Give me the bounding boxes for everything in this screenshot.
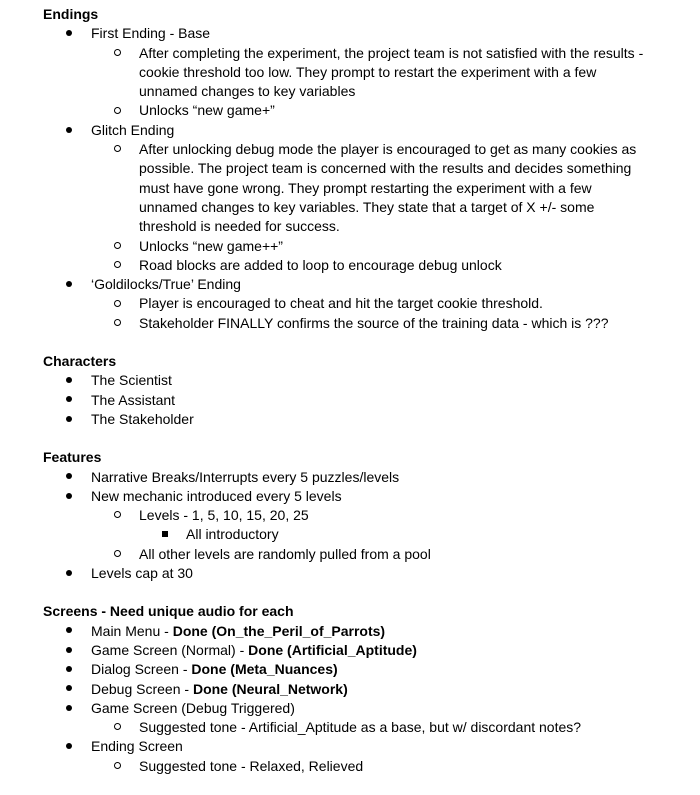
list-item-feature [0, 564, 700, 583]
list-item-character [0, 391, 700, 410]
list-item-screen-debug [0, 680, 700, 699]
characters-section [0, 352, 700, 429]
list-item-first-ending [0, 24, 700, 43]
bullet-disc-icon [66, 24, 72, 43]
goldilocks-ending-label: ‘Goldilocks/True’ Ending [91, 276, 241, 293]
goldilocks-ending-sub1-text: Player is encouraged to cheat and hit the target cookie threshold. [139, 295, 543, 312]
list-item-character [0, 371, 700, 390]
features-section [0, 448, 700, 583]
list-item-screen-ending-sub [0, 757, 700, 776]
list-item-screen-dialog [0, 660, 700, 679]
list-item-screen-game-debug [0, 699, 700, 718]
list-item-feature [0, 487, 700, 506]
feature-sub-text: Levels - 1, 5, 10, 15, 20, 25 [139, 507, 309, 524]
bullet-disc-icon [66, 371, 72, 390]
list-item-glitch-ending-sub2 [0, 237, 700, 256]
bullet-disc-icon [66, 391, 72, 410]
bullet-circle-icon [114, 718, 121, 737]
feature-sub-text: All other levels are randomly pulled from a pool [139, 545, 431, 562]
list-item-goldilocks-ending-sub2 [0, 314, 700, 333]
bullet-circle-icon [114, 237, 121, 256]
bullet-circle-icon [114, 256, 121, 275]
bullet-square-icon [162, 525, 168, 544]
feature-text: Levels cap at 30 [91, 565, 193, 582]
screen-status: Done (Artificial_Aptitude) [248, 641, 417, 658]
bullet-circle-icon [114, 294, 121, 313]
bullet-disc-icon [66, 737, 72, 756]
screen-status: Done (Meta_Nuances) [191, 661, 338, 678]
glitch-ending-sub1-text: After unlocking debug mode the player is encouraged to get as many cookies as possible. The project team is concerned with the results and decides something must have gone wrong. They prompt restarting the experiment with a few unnamed changes to key variables. They state that a target of X +/- some threshold is needed for success. [139, 141, 637, 235]
screen-status: Done (On_the_Peril_of_Parrots) [172, 622, 386, 639]
list-item-first-ending-sub1 [0, 44, 700, 102]
glitch-ending-label: Glitch Ending [91, 121, 175, 138]
glitch-ending-sub3-text: Road blocks are added to loop to encourage debug unlock [139, 256, 502, 273]
bullet-disc-icon [66, 680, 72, 699]
list-item-feature-sub [0, 506, 700, 525]
bullet-disc-icon [66, 641, 72, 660]
list-item-screen-ending [0, 737, 700, 756]
list-item-glitch-ending [0, 121, 700, 140]
screens-section [0, 602, 700, 776]
document [0, 5, 700, 795]
character-name: The Stakeholder [91, 410, 194, 427]
bullet-circle-icon [114, 757, 121, 776]
bullet-disc-icon [66, 660, 72, 679]
feature-text: New mechanic introduced every 5 levels [91, 487, 342, 504]
bullet-circle-icon [114, 545, 121, 564]
characters-heading: Characters [43, 353, 117, 370]
feature-text: Narrative Breaks/Interrupts every 5 puzzles/levels [91, 468, 400, 485]
screen-status: Done (Neural_Network) [192, 680, 348, 697]
list-item-feature-subsub [0, 525, 700, 544]
bullet-circle-icon [114, 140, 121, 159]
list-item-character [0, 410, 700, 429]
list-item-screen-game-normal [0, 641, 700, 660]
screen-label: Ending Screen [91, 738, 183, 755]
list-item-feature-sub [0, 545, 700, 564]
bullet-disc-icon [66, 121, 72, 140]
list-item-glitch-ending-sub3 [0, 256, 700, 275]
list-item-first-ending-sub2 [0, 101, 700, 120]
bullet-disc-icon [66, 622, 72, 641]
features-heading: Features [43, 449, 102, 466]
first-ending-sub2-text: Unlocks “new game+” [139, 102, 275, 119]
bullet-disc-icon [66, 275, 72, 294]
list-item-goldilocks-ending [0, 275, 700, 294]
bullet-disc-icon [66, 468, 72, 487]
screen-label: Game Screen (Normal) - [91, 641, 249, 658]
bullet-disc-icon [66, 564, 72, 583]
goldilocks-ending-sub2-text: Stakeholder FINALLY confirms the source of the training data - which is ??? [139, 314, 609, 331]
bullet-circle-icon [114, 314, 121, 333]
list-item-screen-main-menu [0, 622, 700, 641]
bullet-circle-icon [114, 101, 121, 120]
screen-label: Dialog Screen - [91, 661, 192, 678]
list-item-goldilocks-ending-sub1 [0, 294, 700, 313]
screen-sub-text: Suggested tone - Artificial_Aptitude as a base, but w/ discordant notes? [139, 719, 582, 736]
endings-section [0, 5, 700, 333]
character-name: The Assistant [91, 391, 176, 408]
bullet-circle-icon [114, 506, 121, 525]
bullet-disc-icon [66, 699, 72, 718]
first-ending-label: First Ending - Base [91, 25, 211, 42]
screen-label: Main Menu - [91, 622, 173, 639]
screen-label: Debug Screen - [91, 680, 193, 697]
glitch-ending-sub2-text: Unlocks “new game++” [139, 237, 283, 254]
bullet-circle-icon [114, 44, 121, 63]
bullet-disc-icon [66, 410, 72, 429]
screen-sub-text: Suggested tone - Relaxed, Relieved [139, 757, 364, 774]
screens-heading: Screens - Need unique audio for each [43, 603, 294, 620]
list-item-glitch-ending-sub1 [0, 140, 700, 236]
list-item-screen-game-debug-sub [0, 718, 700, 737]
bullet-disc-icon [66, 487, 72, 506]
character-name: The Scientist [91, 372, 172, 389]
list-item-feature [0, 468, 700, 487]
feature-subsub-text: All introductory [186, 526, 279, 543]
endings-heading: Endings [43, 6, 99, 22]
first-ending-sub1-text: After completing the experiment, the project team is not satisfied with the results - cookie threshold too low. They prompt to restart the experiment with a few unnamed changes to key variables [139, 44, 644, 100]
screen-label: Game Screen (Debug Triggered) [91, 699, 295, 716]
